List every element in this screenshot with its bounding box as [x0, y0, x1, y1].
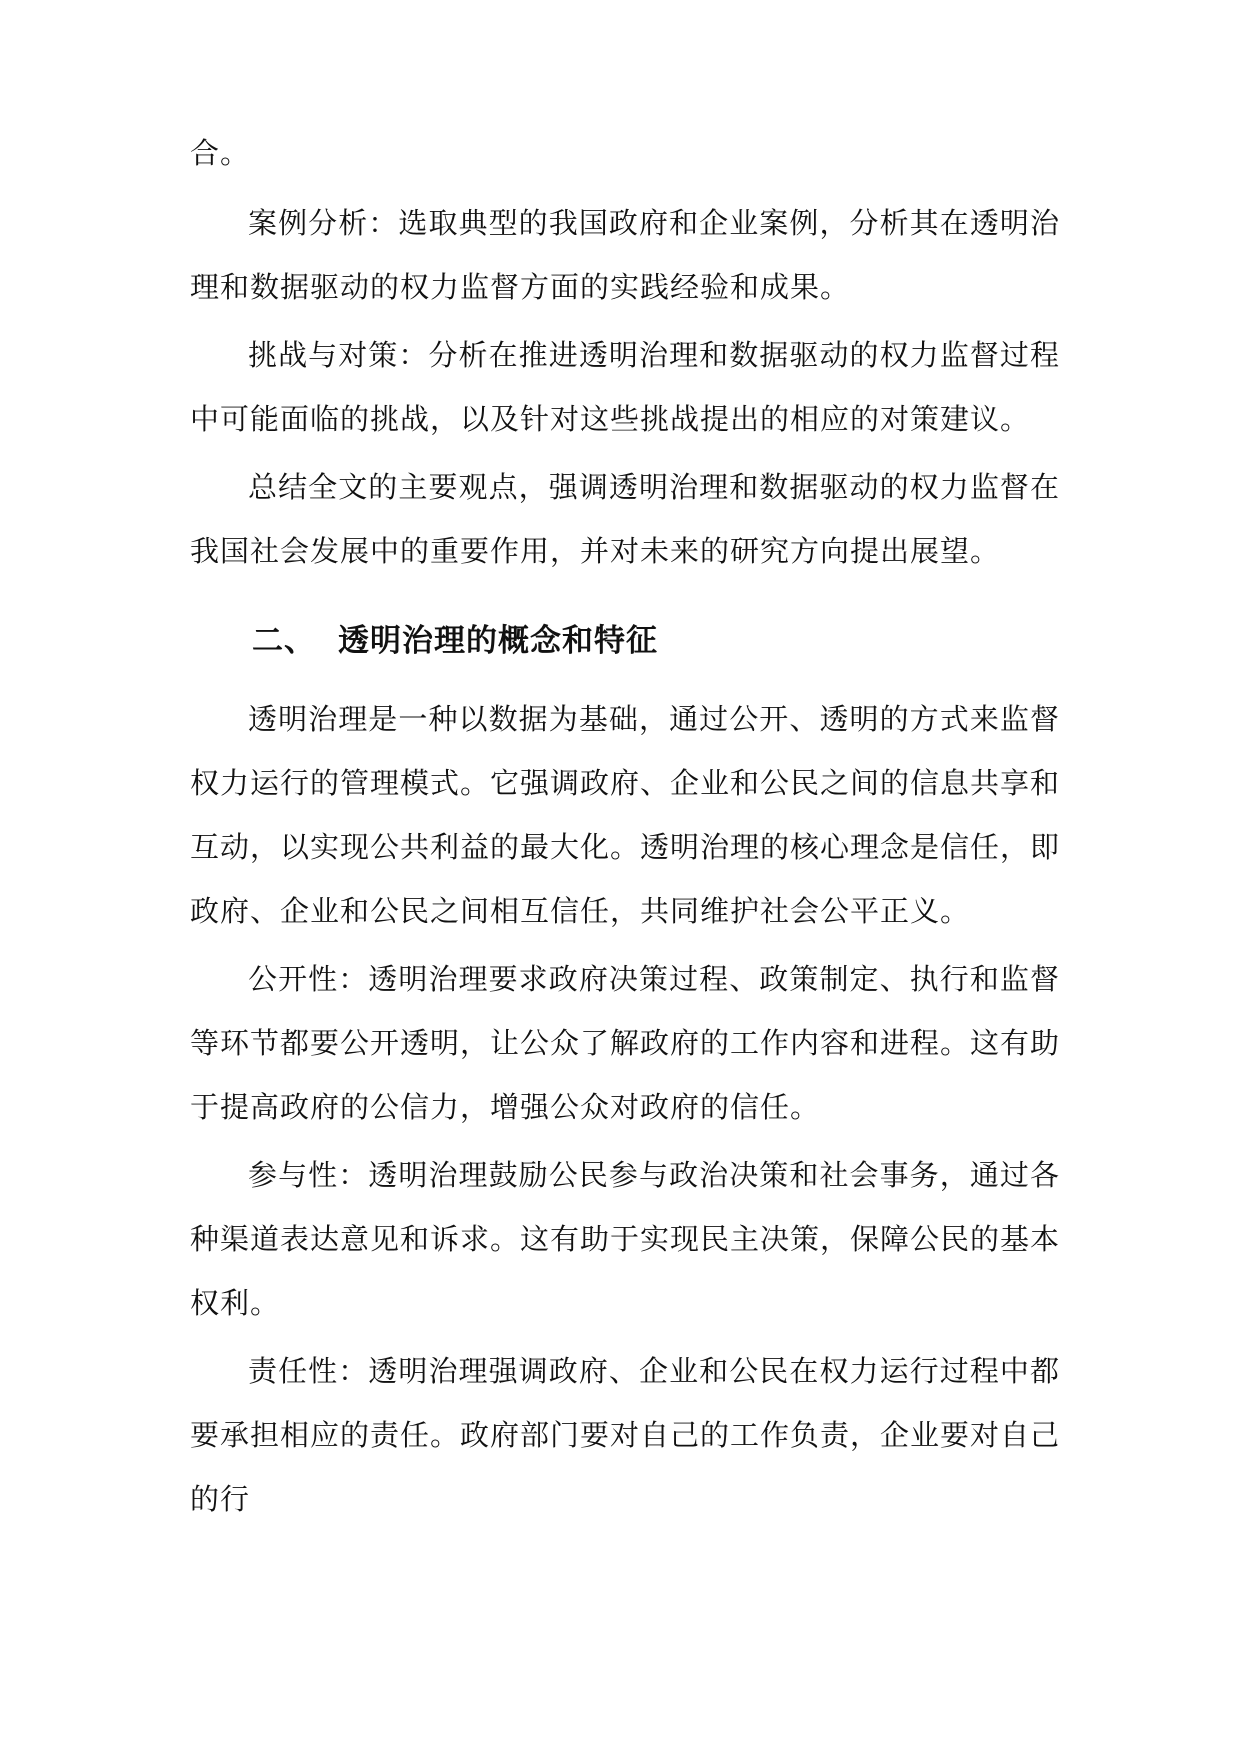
paragraph-participation: 参与性：透明治理鼓励公民参与政治决策和社会事务，通过各种渠道表达意见和诉求。这有助于实现民主决策，保障公民的基本权利。 [190, 1158, 1061, 1320]
paragraph-openness: 公开性：透明治理要求政府决策过程、政策制定、执行和监督等环节都要公开透明，让公众了解政府的工作内容和进程。这有助于提高政府的公信力，增强公众对政府的信任。 [190, 962, 1061, 1124]
section-number: 二、 [252, 623, 316, 659]
paragraph-definition: 透明治理是一种以数据为基础，通过公开、透明的方式来监督权力运行的管理模式。它强调政府、企业和公民之间的信息共享和互动，以实现公共利益的最大化。透明治理的核心理念是信任，即政府、企业和公民之间相互信任，共同维护社会公平正义。 [190, 702, 1061, 928]
paragraph-challenges: 挑战与对策：分析在推进透明治理和数据驱动的权力监督过程中可能面临的挑战，以及针对这些挑战提出的相应的对策建议。 [190, 338, 1060, 436]
document-page [190, 0, 1060, 1754]
paragraph-continuation: 合。 [190, 136, 251, 170]
section-title: 透明治理的概念和特征 [338, 623, 658, 659]
paragraph-responsibility: 责任性：透明治理强调政府、企业和公民在权力运行过程中都要承担相应的责任。政府部门要对自己的工作负责，企业要对自己的行 [190, 1354, 1061, 1516]
paragraph-case-analysis: 案例分析：选取典型的我国政府和企业案例，分析其在透明治理和数据驱动的权力监督方面的实践经验和成果。 [190, 206, 1060, 304]
section-heading [190, 609, 1060, 673]
paragraph-summary: 总结全文的主要观点，强调透明治理和数据驱动的权力监督在我国社会发展中的重要作用，并对未来的研究方向提出展望。 [190, 470, 1060, 568]
top-spacer [190, 0, 1060, 121]
